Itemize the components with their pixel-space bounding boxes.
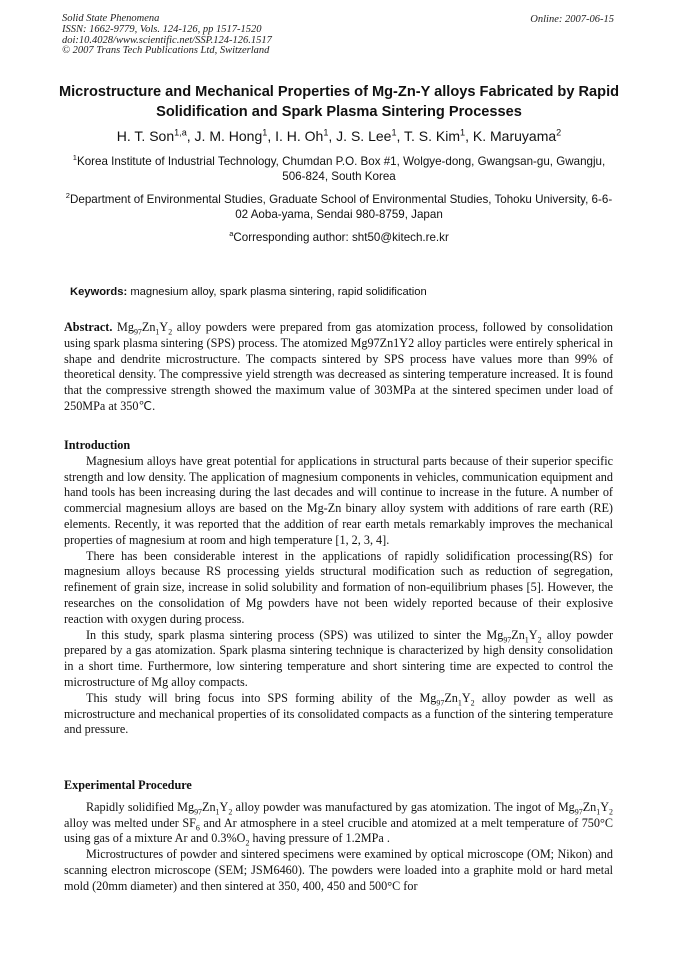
paper-title: Microstructure and Mechanical Properties of Mg-Zn-Y alloys Fabricated by Rapid Solidification and Spark Plasma Sintering Processes (58, 84, 620, 120)
keywords-text: magnesium alloy, spark plasma sintering, rapid solidification (130, 286, 427, 298)
paragraph: In this study, spark plasma sintering process (SPS) was utilized to sinter the $Mg_{97}Zn_1Y_2$ alloy powder prepared by a gas atomization. Spark plasma sintering technique is characterized by high density consolidation in a short time. Furthermore, low sintering temperature and short sintering time are expected to control the microstructure of Mg alloy compacts. (64, 627, 613, 689)
journal-header (62, 14, 272, 57)
introduction-section (64, 438, 613, 738)
paragraph: Microstructures of powder and sintered specimens were examined by optical microscope (OM; Nikon) and scanning electron microscope (SEM; JSM6460). The powders were loaded into a graphite mold or hard metal mold (20mm diameter) and then sintered at 350, 400, 450 and 500°C for (64, 847, 613, 893)
author: I. H. Oh (275, 128, 324, 144)
affiliation-2: $^2$Department of Environmental Studies, Graduate School of Environmental Studies, Tohoku University, 6-6-02 Aoba-yama, Sendai 980-8759, Japan (65, 191, 613, 221)
author: J. S. Lee (336, 128, 392, 144)
affiliation-1: $^1$Korea Institute of Industrial Technology, Chumdan P.O. Box #1, Wolgye-dong, Gwangsan-gu, Gwangju, 506-824, South Korea (72, 153, 606, 183)
paragraph: There has been considerable interest in the applications of rapidly solidification processing(RS) for magnesium alloys because RS processing yields structural modification such as reduction of segregation, refinement of grain size, increase in solid solubility and formation of non-equilibrium phases [5]. However, the researches on the consolidation of Mg powders have not been widely reported because of their explosive reaction with oxygen during process. (64, 548, 613, 626)
corresponding-author: $^a$Corresponding author: sht50@kitech.re.kr (229, 229, 449, 244)
paragraph: This study will bring focus into SPS forming ability of the $Mg_{97}Zn_1Y_2$ alloy powder as well as microstructure and mechanical properties of its consolidated compacts as a function of the sintering temperature and pressure. (64, 690, 613, 737)
author: J. M. Hong (194, 128, 263, 144)
journal-name: Solid State Phenomena (62, 13, 160, 24)
experimental-section (64, 778, 613, 895)
abstract: Abstract. $Mg_{97}Zn_1Y_2$ alloy powders were prepared from gas atomization process, followed by consolidation using spark plasma sintering (SPS) process. The atomized Mg97Zn1Y2 alloy particles were entirely spherical in shape and dendrite microstructure. The compacts sintered by SPS process have values more than 99% of theoretical density. The compressive yield strength was decreased as sintering temperature increased. It is found that the compressive strength showed the maximum value of 303MPa at the sintered specimen under load of 250MPa at 350℃. (64, 320, 614, 413)
author: K. Maruyama (472, 128, 557, 144)
author: T. S. Kim (404, 128, 461, 144)
experimental-heading: Experimental Procedure (64, 778, 192, 792)
copyright: © 2007 Trans Tech Publications Ltd, Switzerland (62, 45, 270, 57)
paragraph: Rapidly solidified $Mg_{97}Zn_1Y_2$ alloy powder was manufactured by gas atomization. The ingot of $Mg_{97}Zn_1Y_2$ alloy was melted under $SF_6$ and Ar atmosphere in a steel crucible and atomized at a melt temperature of 750°C using gas of a mixture Ar and $0.3\%O_2$ having pressure of 1.2MPa . (64, 799, 613, 848)
author-list: H. T. Son$^{1,a}$, J. M. Hong$^1$, I. H. Oh$^1$, J. S. Lee$^1$, T. S. Kim$^1$, K. Maruyama$^2$ (116, 127, 562, 144)
keywords-label: Keywords: (70, 286, 128, 298)
keywords (70, 286, 427, 298)
online-date: Online: 2007-06-15 (530, 14, 614, 25)
author: H. T. Son (116, 128, 175, 144)
paragraph: Magnesium alloys have great potential for applications in structural parts because of their superior specific strength and low density. The application of magnesium components in vehicles, communication equipment and hand tools has been increasing during the last decades and will continue to increase in the future. A number of commercial magnesium alloys are based on the Mg-Zn binary alloy system with additions of rare earth (RE) elements. Recently, it was reported that the addition of rear earth metals remarkably improves the mechanical properties of magnesium at room and high temperature [1, 2, 3, 4]. (64, 453, 613, 547)
abstract-text: alloy powders were prepared from gas atomization process, followed by consolidation using spark plasma sintering (SPS) process. The atomized Mg97Zn1Y2 alloy particles were entirely spherical in shape and dendrite microstructure. The compacts sintered by SPS process have values more than 99% of theoretical density. The compressive yield strength was decreased as sintering temperature increased. It is found that the compressive strength showed the maximum value of 303MPa at the sintered specimen under load of 250MPa at 350℃. (64, 320, 614, 413)
introduction-heading: Introduction (64, 438, 131, 452)
doi: doi:10.4028/www.scientific.net/SSP.124-126.1517 (62, 34, 272, 46)
issn: ISSN: 1662-9779, Vols. 124-126, pp 1517-1520 (62, 23, 262, 35)
abstract-label: Abstract. (64, 320, 113, 334)
